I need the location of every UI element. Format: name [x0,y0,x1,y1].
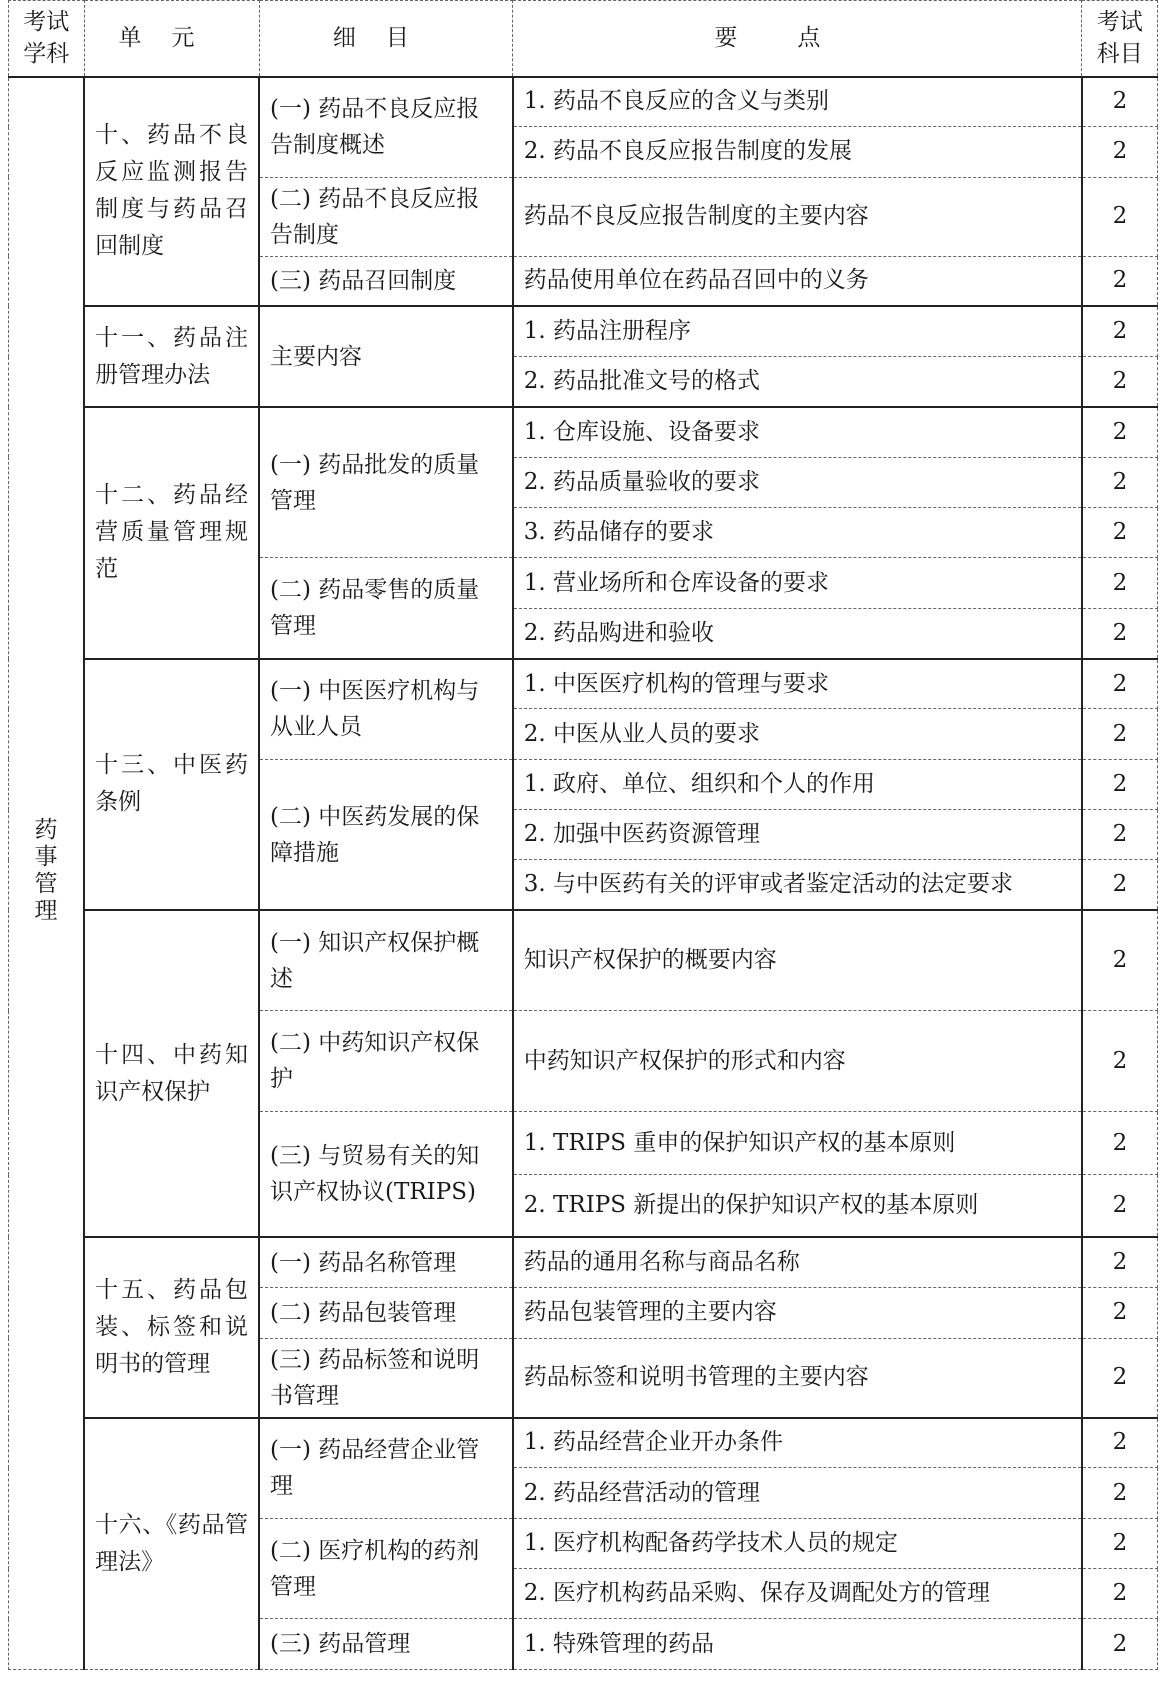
point-cell: 1. 药品经营企业开办条件 [513,1418,1082,1468]
item-cell: (二) 医疗机构的药剂管理 [259,1518,513,1619]
level-cell: 2 [1082,407,1158,457]
point-cell: 1. 医疗机构配备药学技术人员的规定 [513,1518,1082,1568]
point-cell: 2. 药品批准文号的格式 [513,357,1082,407]
point-cell: 药品包装管理的主要内容 [513,1288,1082,1338]
item-cell: 主要内容 [259,306,513,407]
level-cell: 2 [1082,1011,1158,1112]
point-cell: 药品使用单位在药品召回中的义务 [513,256,1082,306]
level-cell: 2 [1082,457,1158,507]
point-cell: 1. 中医医疗机构的管理与要求 [513,659,1082,709]
point-cell: 药品标签和说明书管理的主要内容 [513,1338,1082,1417]
unit-cell: 十一、药品注册管理办法 [84,306,259,407]
level-cell: 2 [1082,1288,1158,1338]
level-cell: 2 [1082,357,1158,407]
item-cell: (二) 中医药发展的保障措施 [259,759,513,910]
table-row [9,1237,1158,1287]
subject-label: 药事管理 [34,816,58,924]
subject-cell [9,77,85,1670]
level-cell: 2 [1082,508,1158,558]
unit-cell: 十三、中医药条例 [84,659,259,911]
header-level: 考试科目 [1082,1,1158,77]
level-cell: 2 [1082,910,1158,1011]
item-cell: (三) 药品管理 [259,1619,513,1670]
point-cell: 2. 医疗机构药品采购、保存及调配处方的管理 [513,1569,1082,1619]
item-cell: (一) 药品不良反应报告制度概述 [259,77,513,178]
syllabus-body [9,77,1158,1670]
table-row [9,306,1158,356]
point-cell: 1. 药品注册程序 [513,306,1082,356]
point-cell: 知识产权保护的概要内容 [513,910,1082,1011]
item-cell: (二) 药品不良反应报告制度 [259,177,513,256]
level-cell: 2 [1082,1237,1158,1287]
syllabus-sheet [8,0,1158,1670]
level-cell: 2 [1082,558,1158,608]
table-row [9,910,1158,1011]
table-row [9,659,1158,709]
level-cell: 2 [1082,860,1158,910]
level-cell: 2 [1082,1569,1158,1619]
header-unit: 单元 [84,1,259,77]
point-cell: 3. 与中医药有关的评审或者鉴定活动的法定要求 [513,860,1082,910]
item-cell: (一) 药品批发的质量管理 [259,407,513,558]
unit-cell: 十二、药品经营质量管理规范 [84,407,259,659]
point-cell: 1. 特殊管理的药品 [513,1619,1082,1670]
point-cell: 2. TRIPS 新提出的保护知识产权的基本原则 [513,1175,1082,1238]
header-item: 细目 [259,1,513,77]
header-point: 要点 [513,1,1082,77]
level-cell: 2 [1082,256,1158,306]
item-cell: (三) 药品标签和说明书管理 [259,1338,513,1417]
syllabus-table [8,0,1158,1670]
unit-cell: 十五、药品包装、标签和说明书的管理 [84,1237,259,1417]
item-cell: (一) 药品经营企业管理 [259,1418,513,1519]
level-cell: 2 [1082,1338,1158,1417]
level-cell: 2 [1082,1518,1158,1568]
point-cell: 1. 政府、单位、组织和个人的作用 [513,759,1082,809]
level-cell: 2 [1082,1175,1158,1238]
level-cell: 2 [1082,709,1158,759]
item-cell: (三) 药品召回制度 [259,256,513,306]
level-cell: 2 [1082,659,1158,709]
point-cell: 2. 药品购进和验收 [513,608,1082,658]
point-cell: 1. 仓库设施、设备要求 [513,407,1082,457]
header-row [9,1,1158,77]
level-cell: 2 [1082,759,1158,809]
header-subject: 考试学科 [9,1,85,77]
level-cell: 2 [1082,608,1158,658]
level-cell: 2 [1082,1112,1158,1175]
unit-cell: 十、药品不良反应监测报告制度与药品召回制度 [84,77,259,307]
point-cell: 2. 药品质量验收的要求 [513,457,1082,507]
item-cell: (一) 知识产权保护概述 [259,910,513,1011]
table-row [9,407,1158,457]
unit-cell: 十四、中药知识产权保护 [84,910,259,1237]
level-cell: 2 [1082,127,1158,177]
item-cell: (一) 药品名称管理 [259,1237,513,1287]
point-cell: 中药知识产权保护的形式和内容 [513,1011,1082,1112]
unit-cell: 十六、《药品管理法》 [84,1418,259,1670]
level-cell: 2 [1082,177,1158,256]
point-cell: 药品的通用名称与商品名称 [513,1237,1082,1287]
level-cell: 2 [1082,810,1158,860]
point-cell: 1. TRIPS 重申的保护知识产权的基本原则 [513,1112,1082,1175]
point-cell: 1. 药品不良反应的含义与类别 [513,77,1082,127]
item-cell: (二) 药品包装管理 [259,1288,513,1338]
point-cell: 2. 药品不良反应报告制度的发展 [513,127,1082,177]
item-cell: (一) 中医医疗机构与从业人员 [259,659,513,760]
item-cell: (二) 药品零售的质量管理 [259,558,513,659]
level-cell: 2 [1082,1468,1158,1518]
level-cell: 2 [1082,306,1158,356]
level-cell: 2 [1082,1619,1158,1670]
item-cell: (二) 中药知识产权保护 [259,1011,513,1112]
point-cell: 2. 中医从业人员的要求 [513,709,1082,759]
point-cell: 2. 加强中医药资源管理 [513,810,1082,860]
level-cell: 2 [1082,77,1158,127]
point-cell: 药品不良反应报告制度的主要内容 [513,177,1082,256]
point-cell: 2. 药品经营活动的管理 [513,1468,1082,1518]
table-row [9,77,1158,127]
point-cell: 1. 营业场所和仓库设备的要求 [513,558,1082,608]
item-cell: (三) 与贸易有关的知识产权协议(TRIPS) [259,1112,513,1238]
point-cell: 3. 药品储存的要求 [513,508,1082,558]
table-row [9,1418,1158,1468]
level-cell: 2 [1082,1418,1158,1468]
